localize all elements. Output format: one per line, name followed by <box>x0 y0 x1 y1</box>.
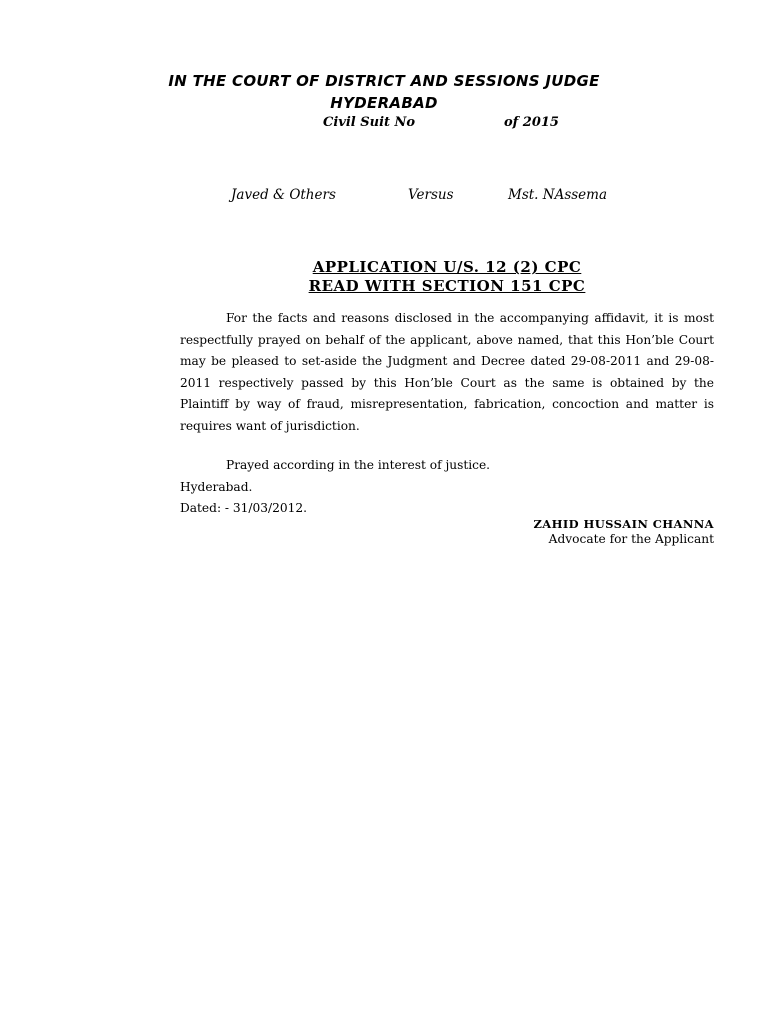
suit-label: Civil Suit No <box>323 115 416 130</box>
place-line: Hyderabad. <box>180 480 253 494</box>
prayer-line: Prayed according in the interest of justice. <box>226 458 491 472</box>
respondent-party: Mst. NAssema <box>508 187 608 203</box>
date-line: Dated: - 31/03/2012. <box>180 501 308 515</box>
court-city: HYDERABAD <box>330 94 438 112</box>
application-title: APPLICATION U/S. 12 (2) CPC <box>312 258 582 276</box>
application-subtitle: READ WITH SECTION 151 CPC <box>308 277 586 295</box>
suit-number-line <box>323 115 559 130</box>
applicant-party: Javed & Others <box>231 187 336 203</box>
application-body: For the facts and reasons disclosed in the accompanying affidavit, it is most respectfully prayed on behalf of the applicant, above named, that this Hon’ble Court may be pleased to set-aside the Judgment and Decree dated 29-08-2011 and 29-08-2011 respectively passed by this Hon’ble Court as the same is obtained by the Plaintiff by way of fraud, misrepresentation, fabrication, concoction and matter is requires want of jurisdiction. <box>180 311 714 433</box>
versus-label: Versus <box>408 187 454 203</box>
suit-year: of 2015 <box>504 115 559 130</box>
court-name: IN THE COURT OF DISTRICT AND SESSIONS JUDGE <box>168 72 600 90</box>
advocate-role: Advocate for the Applicant <box>548 532 714 546</box>
advocate-name: ZAHID HUSSAIN CHANNA <box>533 517 714 531</box>
